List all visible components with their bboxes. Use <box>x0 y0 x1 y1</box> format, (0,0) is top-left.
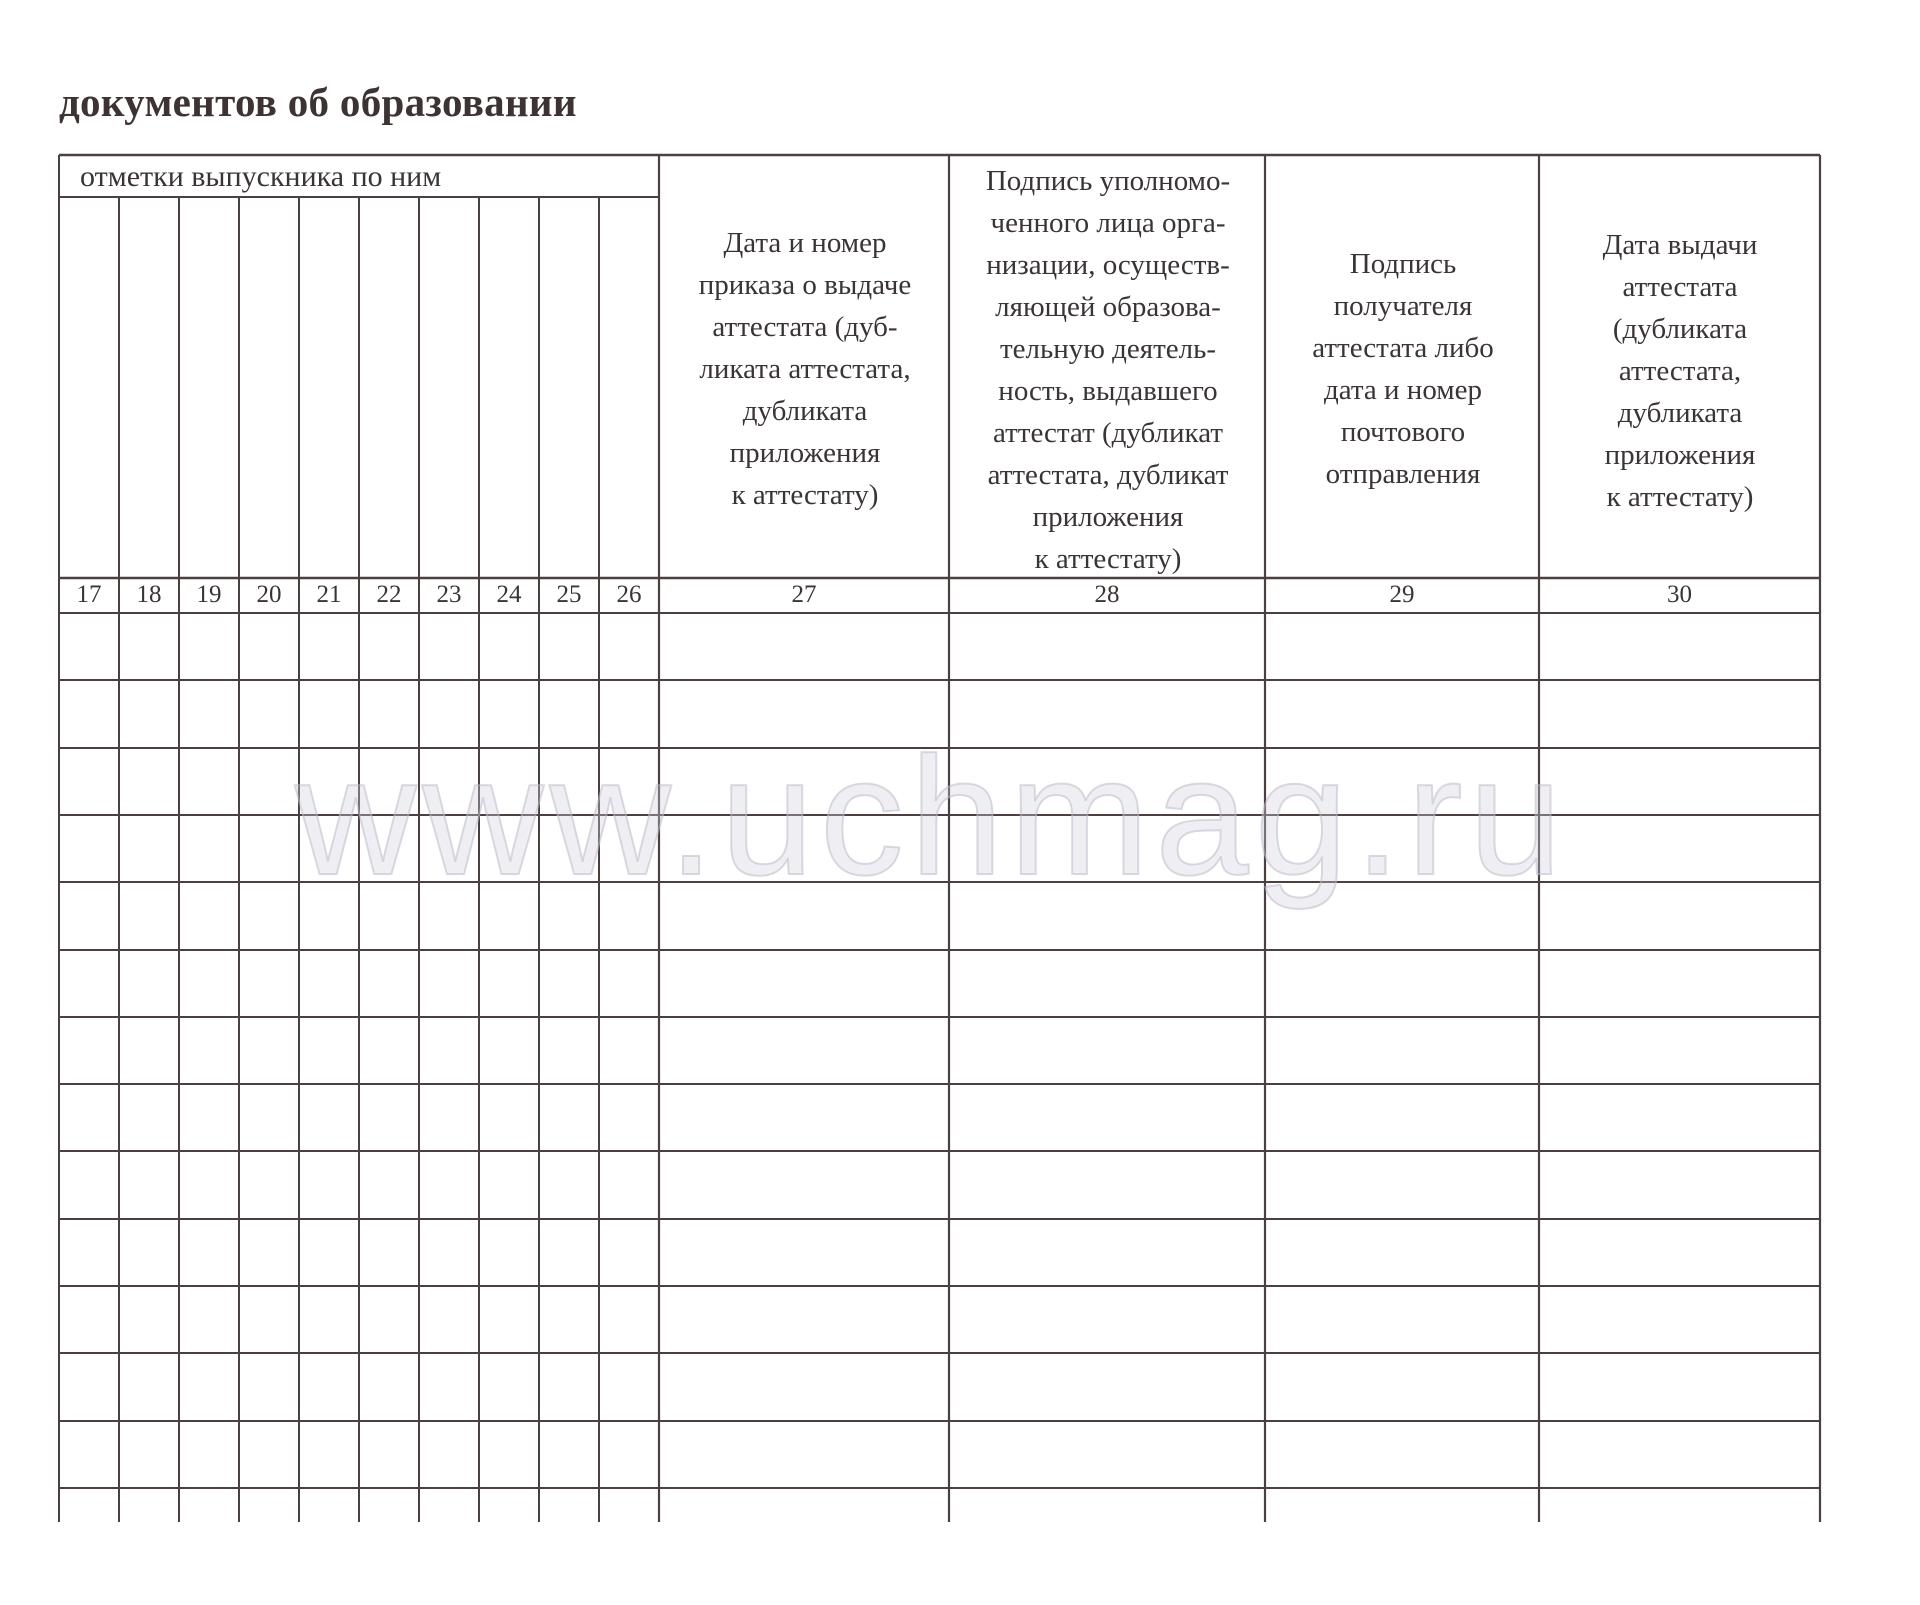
header-col-30: Дата выдачи аттестата (дубликата аттестата, дубликата приложения к аттестату) <box>1602 229 1758 513</box>
column-number-28: 28 <box>1094 581 1120 608</box>
header-col-29: Подпись получателя аттестата либо дата и номер почтового отправления <box>1312 248 1494 490</box>
column-number-24: 24 <box>496 581 522 608</box>
page-title: документов об образовании <box>59 79 577 125</box>
column-number-25: 25 <box>556 581 582 608</box>
column-number-19: 19 <box>196 581 222 608</box>
column-number-26: 26 <box>616 581 642 608</box>
watermark: www.uchmag.ru <box>295 722 1569 910</box>
column-number-22: 22 <box>376 581 402 608</box>
column-number-29: 29 <box>1389 581 1415 608</box>
column-number-18: 18 <box>136 581 162 608</box>
column-number-23: 23 <box>436 581 462 608</box>
header-col-28: Подпись уполномо- ченного лица орга- низации, осуществ- ляющей образова- тельную деятель- ность, выдавшего аттестат (дубликат аттестата, дубликат приложения к аттестату) <box>985 165 1231 575</box>
column-number-17: 17 <box>76 581 102 608</box>
column-number-30: 30 <box>1667 581 1692 608</box>
column-number-21: 21 <box>316 581 342 608</box>
header-col-27: Дата и номер приказа о выдаче аттестата (дуб- ликата аттестата, дубликата приложения к аттестату) <box>698 227 912 511</box>
group-header: отметки выпускника по ним <box>80 160 442 193</box>
column-number-27: 27 <box>791 581 817 608</box>
column-number-20: 20 <box>256 581 282 608</box>
